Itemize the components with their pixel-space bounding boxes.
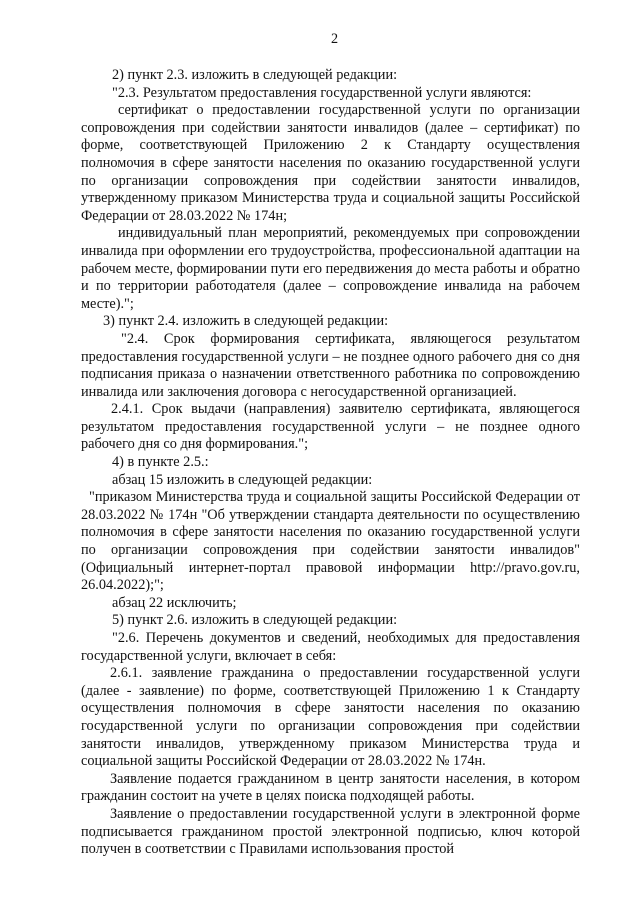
paragraph-p5: 3) пункт 2.4. изложить в следующей редакции:	[103, 313, 389, 330]
paragraph-p14: 2.6.1. заявление гражданина о предоставлении государственной услуги (далее - заявление) по форме, соответствующей Приложению 1 к Стандарту осуществления полномочия в сфере занятости населения по оказанию государственной услуги по организации сопровождения при содействии занятости инвалидов, утвержденному приказом Министерства труда и социальной защиты Российской Федерации от 28.03.2022 № 174н.	[81, 665, 580, 770]
paragraph-p1: 2) пункт 2.3. изложить в следующей редакции:	[112, 67, 398, 83]
paragraph-p16: Заявление о предоставлении государственной услуги в электронной форме подписывается гражданином простой электронной подписью, ключ которой получен в соответствии с Правилами использования простой	[81, 805, 580, 858]
paragraph-p13: "2.6. Перечень документов и сведений, необходимых для предоставления государственной услуги, включает в себя:	[81, 630, 580, 664]
paragraph-p2: "2.3. Результатом предоставления государственной услуги являются:	[112, 84, 532, 101]
paragraph-p4: индивидуальный план мероприятий, рекомендуемых при сопровождении инвалида при оформлении его трудоустройства, профессиональной адаптации на рабочем месте, формировании пути его передвижения до места работы и обратно и по территории работодателя (далее – сопровождение инвалида на рабочем месте).";	[81, 225, 580, 312]
paragraph-p10: "приказом Министерства труда и социальной защиты Российской Федерации от 28.03.2022 № 174н "Об утверждении стандарта деятельности по осуществлению полномочия в сфере занятости населения по оказанию государственной услуги по организации сопровождения при содействии занятости инвалидов" (Официальный интернет-портал правовой информации http://pravo.gov.ru, 26.04.2022);";	[81, 489, 580, 594]
document-body	[81, 67, 580, 859]
page-number: 2	[330, 31, 339, 47]
paragraph-p9: абзац 15 изложить в следующей редакции:	[112, 471, 373, 488]
paragraph-p3: сертификат о предоставлении государственной услуги по организации сопровождения при содействии занятости инвалидов (далее – сертификат) по форме, соответствующей Приложению 2 к Стандарту осуществления полномочия в сфере занятости населения по оказанию государственной услуги по организации сопровождения при содействии занятости инвалидов, утвержденному приказом Министерства труда и социальной защиты Российской Федерации от 28.03.2022 № 174н;	[81, 102, 580, 224]
paragraph-p7: 2.4.1. Срок выдачи (направления) заявителю сертификата, являющегося результатом предоставления государственной услуги – не позднее одного рабочего дня со дня формирования.";	[81, 401, 580, 453]
paragraph-p12: 5) пункт 2.6. изложить в следующей редакции:	[112, 612, 398, 629]
paragraph-p8: 4) в пункте 2.5.:	[112, 454, 209, 471]
paragraph-p6: "2.4. Срок формирования сертификата, являющегося результатом предоставления государственной услуги – не позднее одного рабочего дня со дня подписания приказа о назначении ответственного работника по сопровождению инвалида или заключения договора с негосударственной организацией.	[81, 330, 580, 400]
paragraph-p11: абзац 22 исключить;	[112, 594, 237, 611]
paragraph-p15: Заявление подается гражданином в центр занятости населения, в котором гражданин состоит на учете в целях поиска подходящей работы.	[81, 770, 580, 805]
